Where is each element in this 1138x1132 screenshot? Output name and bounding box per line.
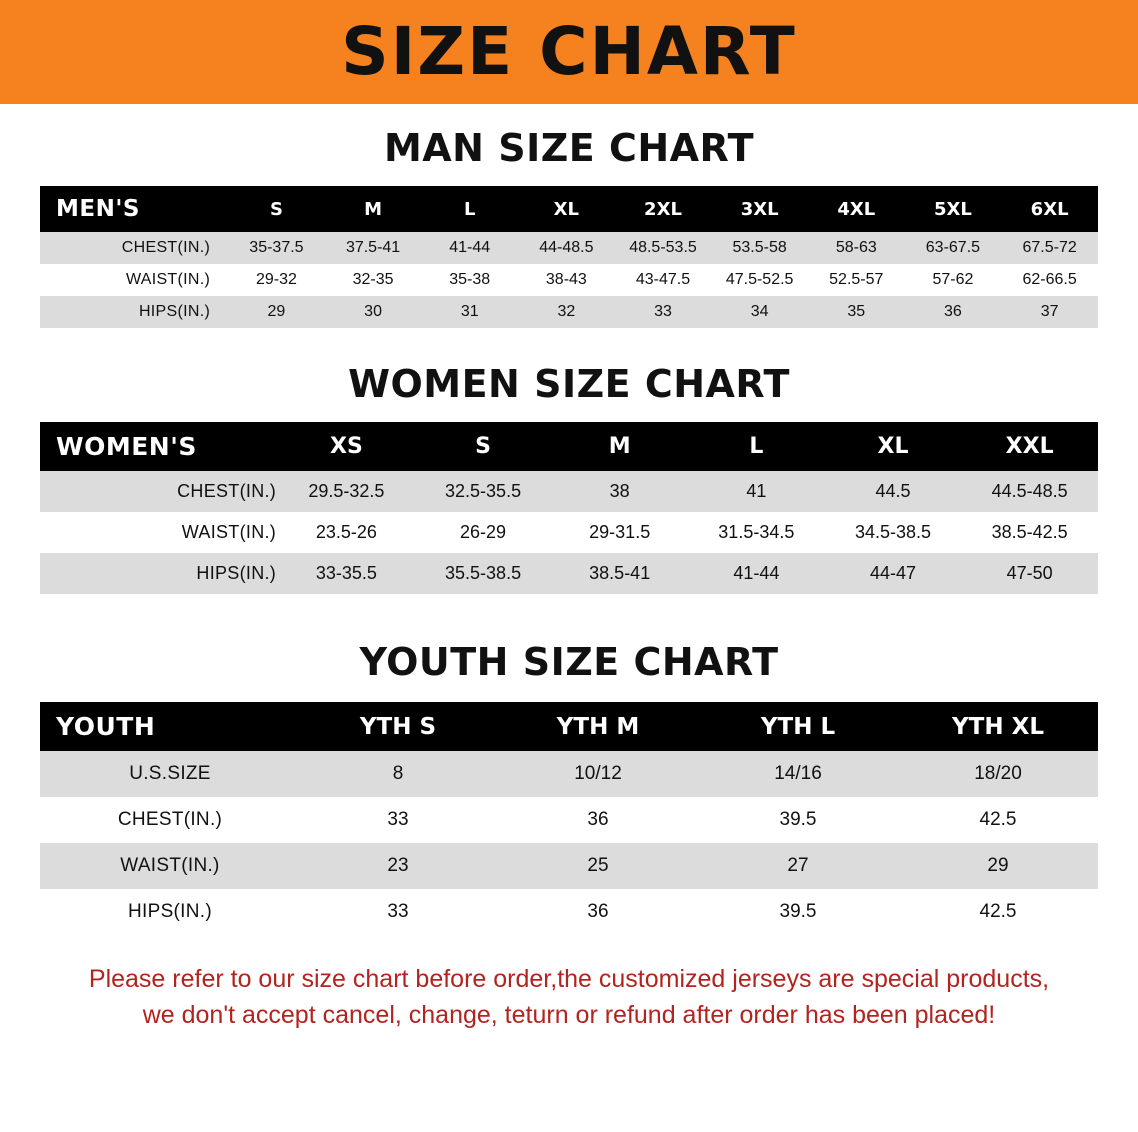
men-cell: 38-43 — [518, 264, 615, 296]
men-col-header: 4XL — [808, 186, 905, 232]
men-cell: 34 — [711, 296, 808, 328]
women-cell: 44.5-48.5 — [961, 471, 1098, 512]
women-cell: 38.5-41 — [551, 553, 688, 594]
man-section-title: MAN SIZE CHART — [383, 126, 755, 170]
women-cell: 41-44 — [688, 553, 825, 594]
men-cell: 36 — [905, 296, 1002, 328]
men-col-header: L — [421, 186, 518, 232]
youth-cell: 25 — [498, 843, 698, 889]
youth-row-label: CHEST(IN.) — [40, 797, 298, 843]
women-corner-header: WOMEN'S — [40, 422, 278, 471]
men-cell: 57-62 — [905, 264, 1002, 296]
women-cell: 29-31.5 — [551, 512, 688, 553]
men-corner-header: MEN'S — [40, 186, 228, 232]
women-row-label: HIPS(IN.) — [40, 553, 278, 594]
men-cell: 35 — [808, 296, 905, 328]
women-cell: 44.5 — [825, 471, 962, 512]
women-cell: 44-47 — [825, 553, 962, 594]
youth-section-title: YOUTH SIZE CHART — [359, 640, 779, 684]
banner — [0, 0, 1138, 104]
youth-cell: 36 — [498, 889, 698, 935]
youth-cell: 29 — [898, 843, 1098, 889]
women-cell: 41 — [688, 471, 825, 512]
table-row — [40, 751, 1098, 797]
women-row-label: CHEST(IN.) — [40, 471, 278, 512]
table-row — [40, 296, 1098, 328]
table-row — [40, 553, 1098, 594]
men-cell: 30 — [325, 296, 422, 328]
table-row — [40, 889, 1098, 935]
youth-cell: 42.5 — [898, 889, 1098, 935]
men-cell: 37.5-41 — [325, 232, 422, 264]
table-row — [40, 797, 1098, 843]
table-row — [40, 471, 1098, 512]
men-cell: 35-37.5 — [228, 232, 325, 264]
table-header-row — [40, 186, 1098, 232]
youth-col-header: YTH XL — [898, 702, 1098, 751]
youth-cell: 36 — [498, 797, 698, 843]
women-col-header: XL — [825, 422, 962, 471]
men-row-label: CHEST(IN.) — [40, 232, 228, 264]
youth-cell: 39.5 — [698, 889, 898, 935]
footer-note-line-1: Please refer to our size chart before order,the customized jerseys are special products, — [88, 965, 1050, 993]
men-cell: 37 — [1001, 296, 1098, 328]
men-cell: 58-63 — [808, 232, 905, 264]
table-row — [40, 232, 1098, 264]
table-header-row — [40, 422, 1098, 471]
youth-table-wrap — [0, 702, 1138, 935]
men-cell: 63-67.5 — [905, 232, 1002, 264]
youth-cell: 27 — [698, 843, 898, 889]
men-col-header: S — [228, 186, 325, 232]
men-cell: 32 — [518, 296, 615, 328]
men-col-header: 2XL — [615, 186, 712, 232]
youth-cell: 18/20 — [898, 751, 1098, 797]
men-col-header: 6XL — [1001, 186, 1098, 232]
women-cell: 23.5-26 — [278, 512, 415, 553]
women-cell: 35.5-38.5 — [415, 553, 552, 594]
women-col-header: XXL — [961, 422, 1098, 471]
youth-col-header: YTH M — [498, 702, 698, 751]
youth-row-label: U.S.SIZE — [40, 751, 298, 797]
men-cell: 53.5-58 — [711, 232, 808, 264]
youth-row-label: WAIST(IN.) — [40, 843, 298, 889]
women-cell: 29.5-32.5 — [278, 471, 415, 512]
men-row-label: WAIST(IN.) — [40, 264, 228, 296]
man-table-wrap — [0, 186, 1138, 328]
men-cell: 35-38 — [421, 264, 518, 296]
table-row — [40, 512, 1098, 553]
women-cell: 38 — [551, 471, 688, 512]
women-section-title: WOMEN SIZE CHART — [348, 362, 790, 406]
men-cell: 31 — [421, 296, 518, 328]
men-cell: 67.5-72 — [1001, 232, 1098, 264]
youth-col-header: YTH S — [298, 702, 498, 751]
table-header-row — [40, 702, 1098, 751]
footer-note-line-2: we don't accept cancel, change, teturn or refund after order has been placed! — [142, 1001, 996, 1030]
men-row-label: HIPS(IN.) — [40, 296, 228, 328]
women-col-header: M — [551, 422, 688, 471]
women-cell: 26-29 — [415, 512, 552, 553]
men-cell: 47.5-52.5 — [711, 264, 808, 296]
men-cell: 43-47.5 — [615, 264, 712, 296]
women-cell: 34.5-38.5 — [825, 512, 962, 553]
women-cell: 38.5-42.5 — [961, 512, 1098, 553]
footer-note — [34, 961, 1104, 1034]
women-col-header: L — [688, 422, 825, 471]
women-table-wrap — [0, 422, 1138, 594]
women-cell: 31.5-34.5 — [688, 512, 825, 553]
youth-cell: 10/12 — [498, 751, 698, 797]
youth-col-header: YTH L — [698, 702, 898, 751]
youth-cell: 42.5 — [898, 797, 1098, 843]
youth-corner-header: YOUTH — [40, 702, 298, 751]
youth-cell: 33 — [298, 889, 498, 935]
men-cell: 48.5-53.5 — [615, 232, 712, 264]
youth-cell: 33 — [298, 797, 498, 843]
men-cell: 41-44 — [421, 232, 518, 264]
men-col-header: 5XL — [905, 186, 1002, 232]
youth-size-table — [40, 702, 1098, 935]
men-cell: 33 — [615, 296, 712, 328]
women-col-header: S — [415, 422, 552, 471]
youth-cell: 23 — [298, 843, 498, 889]
women-row-label: WAIST(IN.) — [40, 512, 278, 553]
men-cell: 52.5-57 — [808, 264, 905, 296]
men-size-table — [40, 186, 1098, 328]
women-cell: 33-35.5 — [278, 553, 415, 594]
table-row — [40, 843, 1098, 889]
women-size-table — [40, 422, 1098, 594]
women-cell: 47-50 — [961, 553, 1098, 594]
women-cell: 32.5-35.5 — [415, 471, 552, 512]
men-col-header: 3XL — [711, 186, 808, 232]
men-col-header: XL — [518, 186, 615, 232]
youth-row-label: HIPS(IN.) — [40, 889, 298, 935]
men-cell: 44-48.5 — [518, 232, 615, 264]
youth-cell: 14/16 — [698, 751, 898, 797]
men-cell: 62-66.5 — [1001, 264, 1098, 296]
men-col-header: M — [325, 186, 422, 232]
youth-cell: 8 — [298, 751, 498, 797]
women-col-header: XS — [278, 422, 415, 471]
men-cell: 32-35 — [325, 264, 422, 296]
youth-cell: 39.5 — [698, 797, 898, 843]
men-cell: 29-32 — [228, 264, 325, 296]
page-title: SIZE CHART — [341, 13, 797, 90]
table-row — [40, 264, 1098, 296]
men-cell: 29 — [228, 296, 325, 328]
